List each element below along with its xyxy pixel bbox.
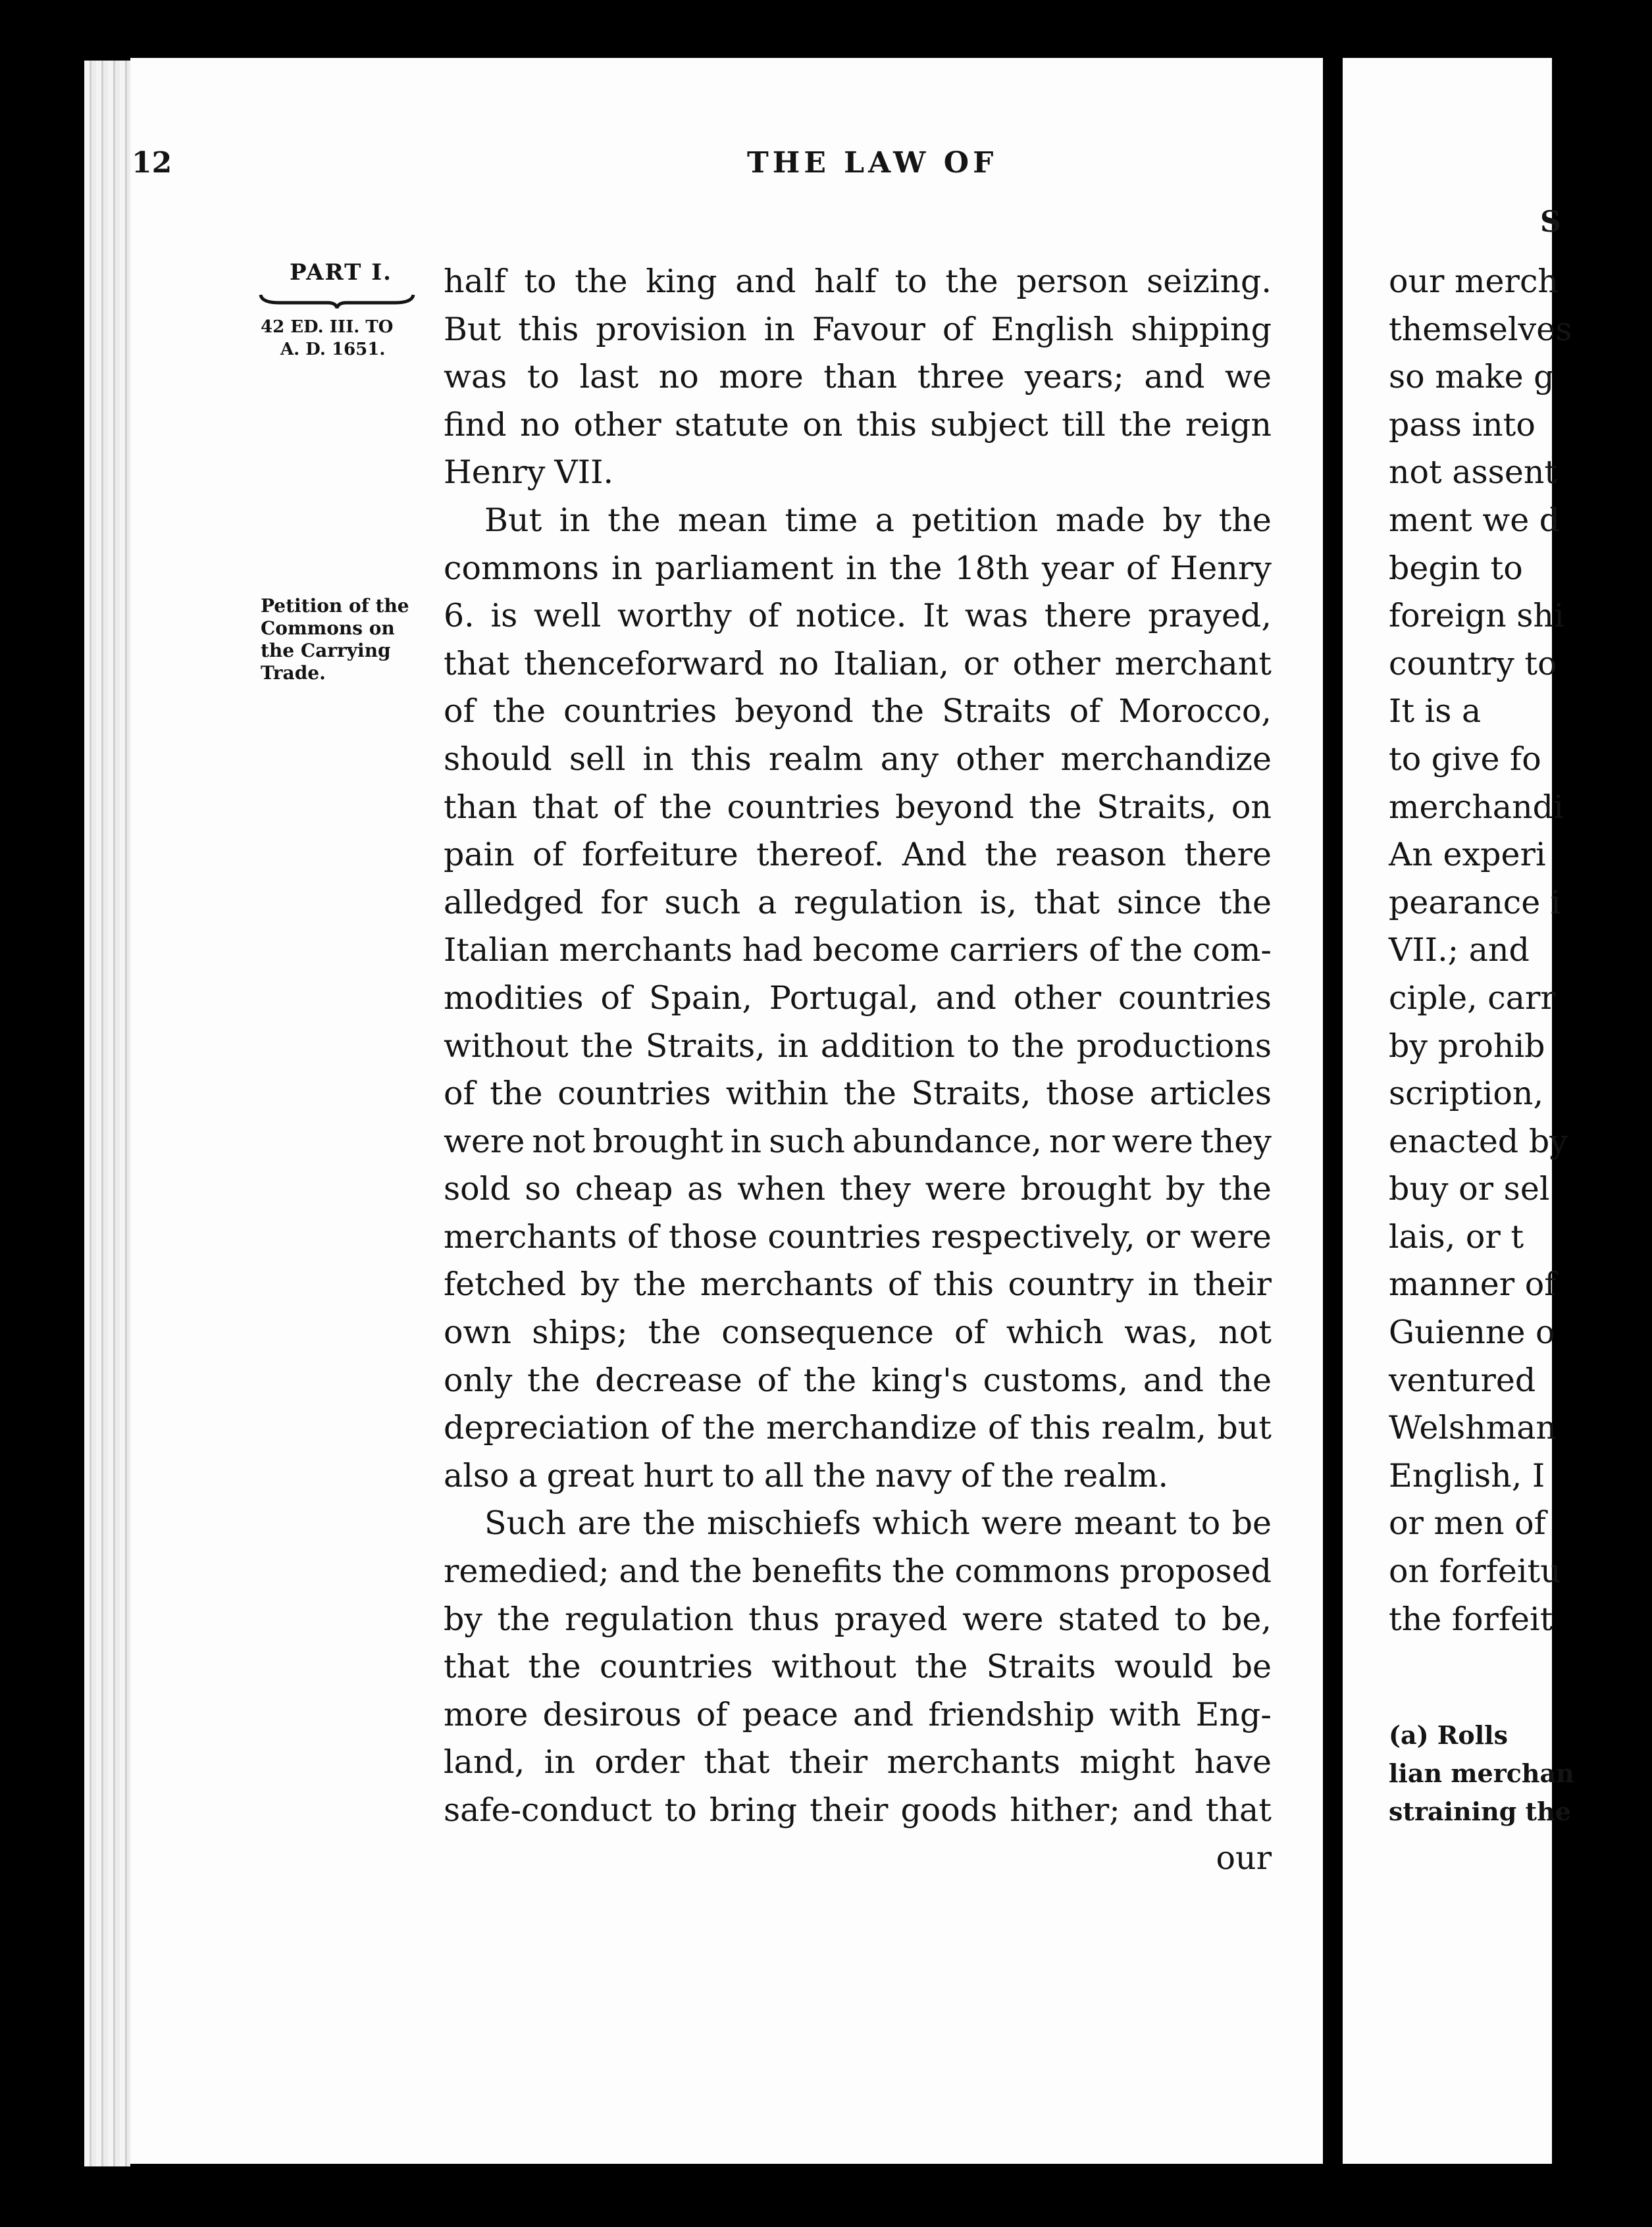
right-footnote-line: lian merchan — [1389, 1758, 1574, 1788]
page-header — [0, 146, 1552, 186]
text-line: sold so cheap as when they were brought by the — [444, 1170, 1272, 1208]
text-line: commons in parliament in the 18th year of Henry — [444, 549, 1272, 587]
right-text-line: begin to — [1389, 549, 1523, 587]
right-text-line: our merch — [1389, 263, 1559, 300]
right-text-line: or men of — [1389, 1504, 1546, 1543]
right-text-line: Welshman — [1389, 1409, 1557, 1447]
right-text-line: scription, — [1389, 1075, 1544, 1113]
right-text-line: pass into — [1389, 405, 1536, 444]
margin-date-line: 42 ED. III. TO — [261, 317, 394, 337]
text-line: merchants of those countries respectively, or were — [444, 1217, 1272, 1256]
text-line: But in the mean time a petition made by the — [484, 501, 1272, 539]
text-line: find no other statute on this subject till the reign — [444, 405, 1272, 444]
margin-dates — [261, 316, 393, 361]
right-text-line: ment we d — [1389, 501, 1561, 539]
right-text-line: merchandi — [1389, 788, 1564, 826]
margin-part-label: PART I. — [290, 259, 393, 286]
right-text-line: country to — [1389, 644, 1557, 682]
right-page-text — [1389, 258, 1652, 1643]
margin-note-petition — [261, 595, 419, 684]
text-line: by the regulation thus prayed were stated to be, — [444, 1600, 1272, 1638]
margin-note-line: Commons on — [261, 617, 395, 639]
text-line: remedied; and the benefits the commons proposed — [444, 1552, 1272, 1591]
right-text-line: enacted by — [1389, 1122, 1568, 1160]
right-text-line: buy or sel — [1389, 1170, 1550, 1208]
text-line: alledged for such a regulation is, that since the — [444, 883, 1272, 921]
right-text-line: not assent — [1389, 453, 1558, 492]
text-line: that thenceforward no Italian, or other merchant — [444, 644, 1272, 682]
text-line: was to last no more than three years; and we — [444, 358, 1272, 396]
main-text-block — [444, 258, 1272, 1882]
right-text-line: to give fo — [1389, 740, 1541, 778]
right-text-line: ventured — [1389, 1361, 1536, 1399]
text-line: also a great hurt to all the navy of the realm. — [444, 1456, 1169, 1495]
text-line: fetched by the merchants of this country in their — [444, 1266, 1272, 1304]
text-line: Italian merchants had become carriers of the com- — [444, 931, 1272, 969]
text-line: should sell in this realm any other merchandize — [444, 740, 1272, 778]
right-text-line: on forfeitu — [1389, 1552, 1561, 1591]
text-line: than that of the countries beyond the Straits, on — [444, 788, 1272, 826]
text-line: own ships; the consequence of which was, not — [444, 1314, 1272, 1352]
right-text-line: Guienne o — [1389, 1314, 1555, 1352]
text-line: half to the king and half to the person seizing. — [444, 263, 1272, 300]
text-line: were not brought in such abundance, nor were they — [444, 1122, 1272, 1160]
right-footnote-line: (a) Rolls — [1389, 1720, 1509, 1750]
text-line: depreciation of the merchandize of this realm, but — [444, 1409, 1272, 1447]
text-line: land, in order that their merchants might have — [444, 1743, 1272, 1781]
right-page-footnote — [1389, 1716, 1652, 1831]
book-page-edges — [84, 61, 130, 2166]
right-text-line: so make g — [1389, 358, 1555, 396]
right-text-line: foreign shi — [1389, 597, 1564, 635]
text-line: only the decrease of the king's customs, and the — [444, 1361, 1272, 1399]
text-line: that the countries without the Straits would be — [444, 1648, 1272, 1686]
right-text-line: VII.; and — [1389, 931, 1530, 969]
text-line: modities of Spain, Portugal, and other countries — [444, 979, 1272, 1017]
right-text-line: lais, or t — [1389, 1217, 1524, 1256]
margin-note-line: Petition of the — [261, 595, 409, 617]
text-line: more desirous of peace and friendship with Eng- — [444, 1695, 1272, 1733]
text-line: safe-conduct to bring their goods hither; and that — [444, 1791, 1272, 1829]
right-text-line: English, I — [1389, 1456, 1545, 1495]
right-text-line: the forfeit — [1389, 1600, 1553, 1638]
text-line: Such are the mischiefs which were meant to be — [484, 1504, 1272, 1543]
right-text-line: manner of — [1389, 1266, 1557, 1304]
running-title: THE LAW OF — [747, 146, 998, 180]
right-text-line: by prohib — [1389, 1027, 1545, 1065]
text-line: of the countries beyond the Straits of Morocco, — [444, 692, 1272, 730]
right-page — [1343, 58, 1574, 2164]
margin-note-line: Trade. — [261, 662, 326, 684]
right-text-line: An experi — [1389, 836, 1546, 874]
text-line: Henry VII. — [444, 453, 614, 492]
margin-date-line: A. D. 1651. — [280, 340, 386, 359]
text-line: without the Straits, in addition to the productions — [444, 1027, 1272, 1065]
page-number: 12 — [132, 146, 172, 180]
text-line: pain of forfeiture thereof. And the reason there — [444, 836, 1272, 874]
right-page-header: S — [1540, 205, 1561, 239]
right-text-line: pearance i — [1389, 883, 1561, 921]
margin-note-line: the Carrying — [261, 640, 391, 661]
right-text-line: ciple, carr — [1389, 979, 1556, 1017]
right-text-line: It is a — [1389, 692, 1482, 730]
text-line: But this provision in Favour of English shipping — [444, 310, 1272, 348]
catchword: our — [1216, 1839, 1272, 1877]
curly-brace-mark — [259, 294, 415, 309]
text-line: 6. is well worthy of notice. It was there prayed, — [444, 597, 1272, 635]
right-text-line: themselves — [1389, 310, 1572, 348]
text-line: of the countries within the Straits, those articles — [444, 1075, 1272, 1113]
right-footnote-line: straining the — [1389, 1797, 1571, 1826]
